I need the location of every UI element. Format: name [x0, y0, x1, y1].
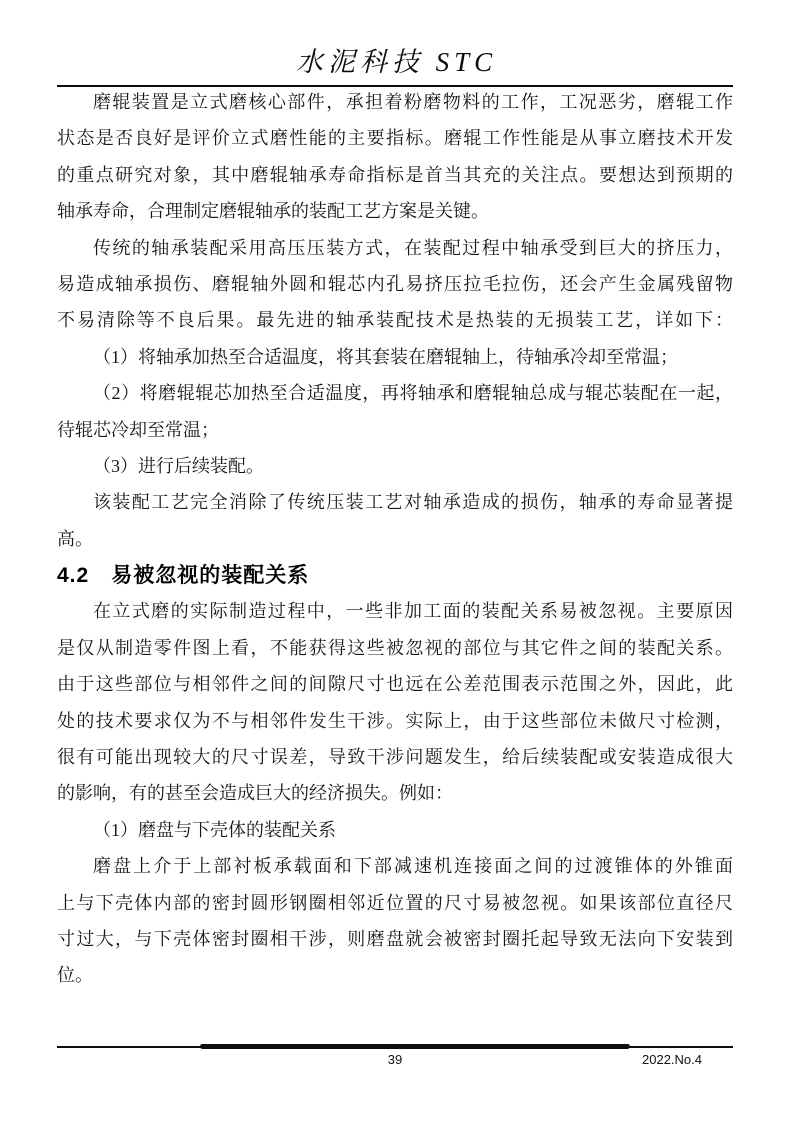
body-line: 磨盘上介于上部衬板承载面和下部减速机连接面之间的过渡锥体的外锥面: [93, 856, 733, 877]
list-item-line: 待辊芯冷却至常温；: [57, 419, 219, 440]
issue-number: 2022.No.4: [642, 1052, 702, 1067]
list-item-line: （1）将轴承加热至合适温度，将其套装在磨辊轴上，待轴承冷却至常温；: [93, 346, 678, 367]
body-line: 该装配工艺完全消除了传统压装工艺对轴承造成的损伤，轴承的寿命显著提: [93, 492, 733, 513]
body-line: 很有可能出现较大的尺寸误差，导致干涉问题发生，给后续装配或安装造成很大: [57, 747, 733, 768]
page-number: 39: [387, 1052, 403, 1067]
body-line: 的重点研究对象，其中磨辊轴承寿命指标是首当其充的关注点。要想达到预期的: [57, 164, 733, 185]
body-line: 易造成轴承损伤、磨辊轴外圆和辊芯内孔易挤压拉毛拉伤，还会产生金属残留物: [57, 273, 733, 294]
body-line: 处的技术要求仅为不与相邻件发生干涉。实际上，由于这些部位未做尺寸检测，: [57, 710, 733, 731]
body-line: 磨辊装置是立式磨核心部件，承担着粉磨物料的工作，工况恶劣，磨辊工作: [93, 92, 733, 112]
body-line: 是仅从制造零件图上看，不能获得这些被忽视的部位与其它件之间的装配关系。: [57, 637, 733, 658]
journal-title: 水泥科技 STC: [295, 47, 498, 77]
section-heading: 4.2 易被忽视的装配关系: [57, 564, 310, 588]
body-line: 在立式磨的实际制造过程中，一些非加工面的装配关系易被忽视。主要原因: [93, 601, 733, 622]
body-line: 不易清除等不良后果。最先进的轴承装配技术是热装的无损装工艺，详如下：: [57, 310, 733, 331]
body-line: 位。: [57, 965, 93, 986]
body-line: 的影响，有的甚至会造成巨大的经济损失。例如：: [57, 783, 453, 804]
body-line: 由于这些部位与相邻件之间的间隙尺寸也远在公差范围表示范围之外，因此，此: [57, 674, 733, 695]
article-body: [57, 84, 733, 994]
list-item-line: （2）将磨辊辊芯加热至合适温度，再将轴承和磨辊轴总成与辊芯装配在一起，: [93, 383, 733, 404]
body-line: 传统的轴承装配采用高压压装方式，在装配过程中轴承受到巨大的挤压力，: [93, 237, 733, 258]
example-item-label: （1）磨盘与下壳体的装配关系: [93, 819, 336, 840]
body-line: 状态是否良好是评价立式磨性能的主要指标。磨辊工作性能是从事立磨技术开发: [57, 128, 733, 149]
body-line: 上与下壳体内部的密封圆形钢圈相邻近位置的尺寸易被忽视。如果该部位直径尺: [57, 892, 733, 913]
footer-rule: [57, 1046, 733, 1048]
list-item-line: （3）进行后续装配。: [93, 455, 264, 476]
body-line: 高。: [57, 528, 93, 549]
body-line: 轴承寿命，合理制定磨辊轴承的装配工艺方案是关键。: [57, 201, 489, 222]
body-line: 寸过大，与下壳体密封圈相干涉，则磨盘就会被密封圈托起导致无法向下安装到: [57, 928, 733, 949]
